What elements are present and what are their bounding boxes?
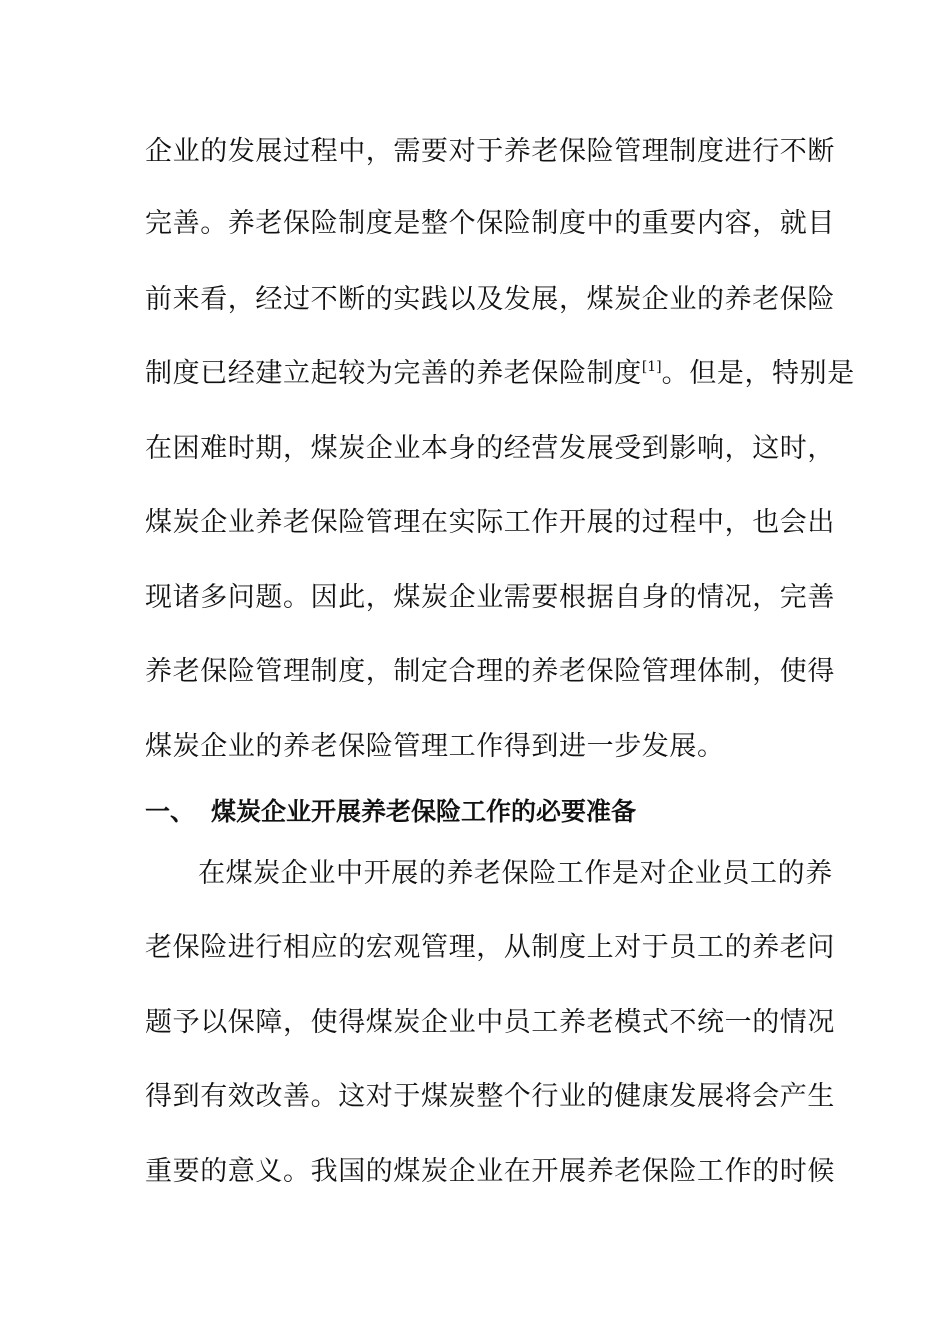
paragraph-line: 养老保险管理制度，制定合理的养老保险管理体制，使得 (145, 656, 835, 687)
paragraph-line: 现诸多问题。因此，煤炭企业需要根据自身的情况，完善 (145, 582, 835, 613)
paragraph-text: 。但是，特别是 (661, 358, 855, 389)
citation-reference: [1] (641, 359, 662, 375)
paragraph-line: 前来看，经过不断的实践以及发展，煤炭企业的养老保险 (145, 284, 835, 315)
paragraph-line: 老保险进行相应的宏观管理，从制度上对于员工的养老问 (145, 932, 835, 963)
section-title: 煤炭企业开展养老保险工作的必要准备 (211, 797, 637, 826)
paragraph-line: 在困难时期，煤炭企业本身的经营发展受到影响，这时， (145, 433, 835, 464)
section-heading (145, 794, 636, 830)
paragraph-line: 煤炭企业养老保险管理在实际工作开展的过程中，也会出 (145, 507, 835, 538)
paragraph-text: 制度已经建立起较为完善的养老保险制度 (145, 358, 642, 389)
paragraph-line: 题予以保障，使得煤炭企业中员工养老模式不统一的情况 (145, 1007, 835, 1038)
paragraph-line: 完善。养老保险制度是整个保险制度中的重要内容，就目 (145, 208, 835, 239)
paragraph-line: 企业的发展过程中，需要对于养老保险管理制度进行不断 (145, 136, 835, 167)
paragraph-line-last: 煤炭企业的养老保险管理工作得到进一步发展。 (145, 731, 725, 762)
paragraph-line-first: 在煤炭企业中开展的养老保险工作是对企业员工的养 (198, 858, 833, 889)
paragraph-line-with-citation (145, 356, 855, 392)
section-number: 一、 (145, 797, 196, 826)
paragraph-line: 重要的意义。我国的煤炭企业在开展养老保险工作的时候 (145, 1156, 835, 1187)
paragraph-line: 得到有效改善。这对于煤炭整个行业的健康发展将会产生 (145, 1081, 835, 1112)
